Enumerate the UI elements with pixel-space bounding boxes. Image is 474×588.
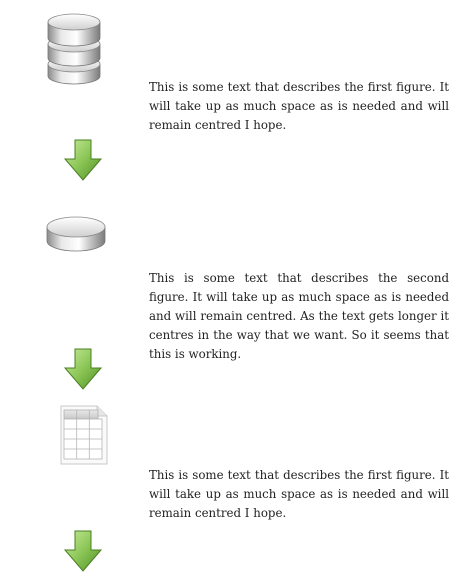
- database-stack-icon: [46, 8, 102, 90]
- green-down-arrow-icon: [63, 139, 103, 181]
- figure-3-description: This is some text that describes the first figure. It will take up as much space as is needed and will remain centred I hope.: [149, 468, 449, 520]
- database-disk-icon: [45, 211, 107, 255]
- figure-2-description: This is some text that describes the second figure. It will take up as much space as is needed and will remain centred. As the text gets longer it centres in the way that we want. So it seems that this is working.: [149, 271, 449, 361]
- green-down-arrow-icon: [63, 348, 103, 390]
- figure-1-description: This is some text that describes the first figure. It will take up as much space as is needed and will remain centred I hope.: [149, 80, 449, 132]
- green-down-arrow-icon: [63, 530, 103, 572]
- table-document-icon: [59, 404, 109, 466]
